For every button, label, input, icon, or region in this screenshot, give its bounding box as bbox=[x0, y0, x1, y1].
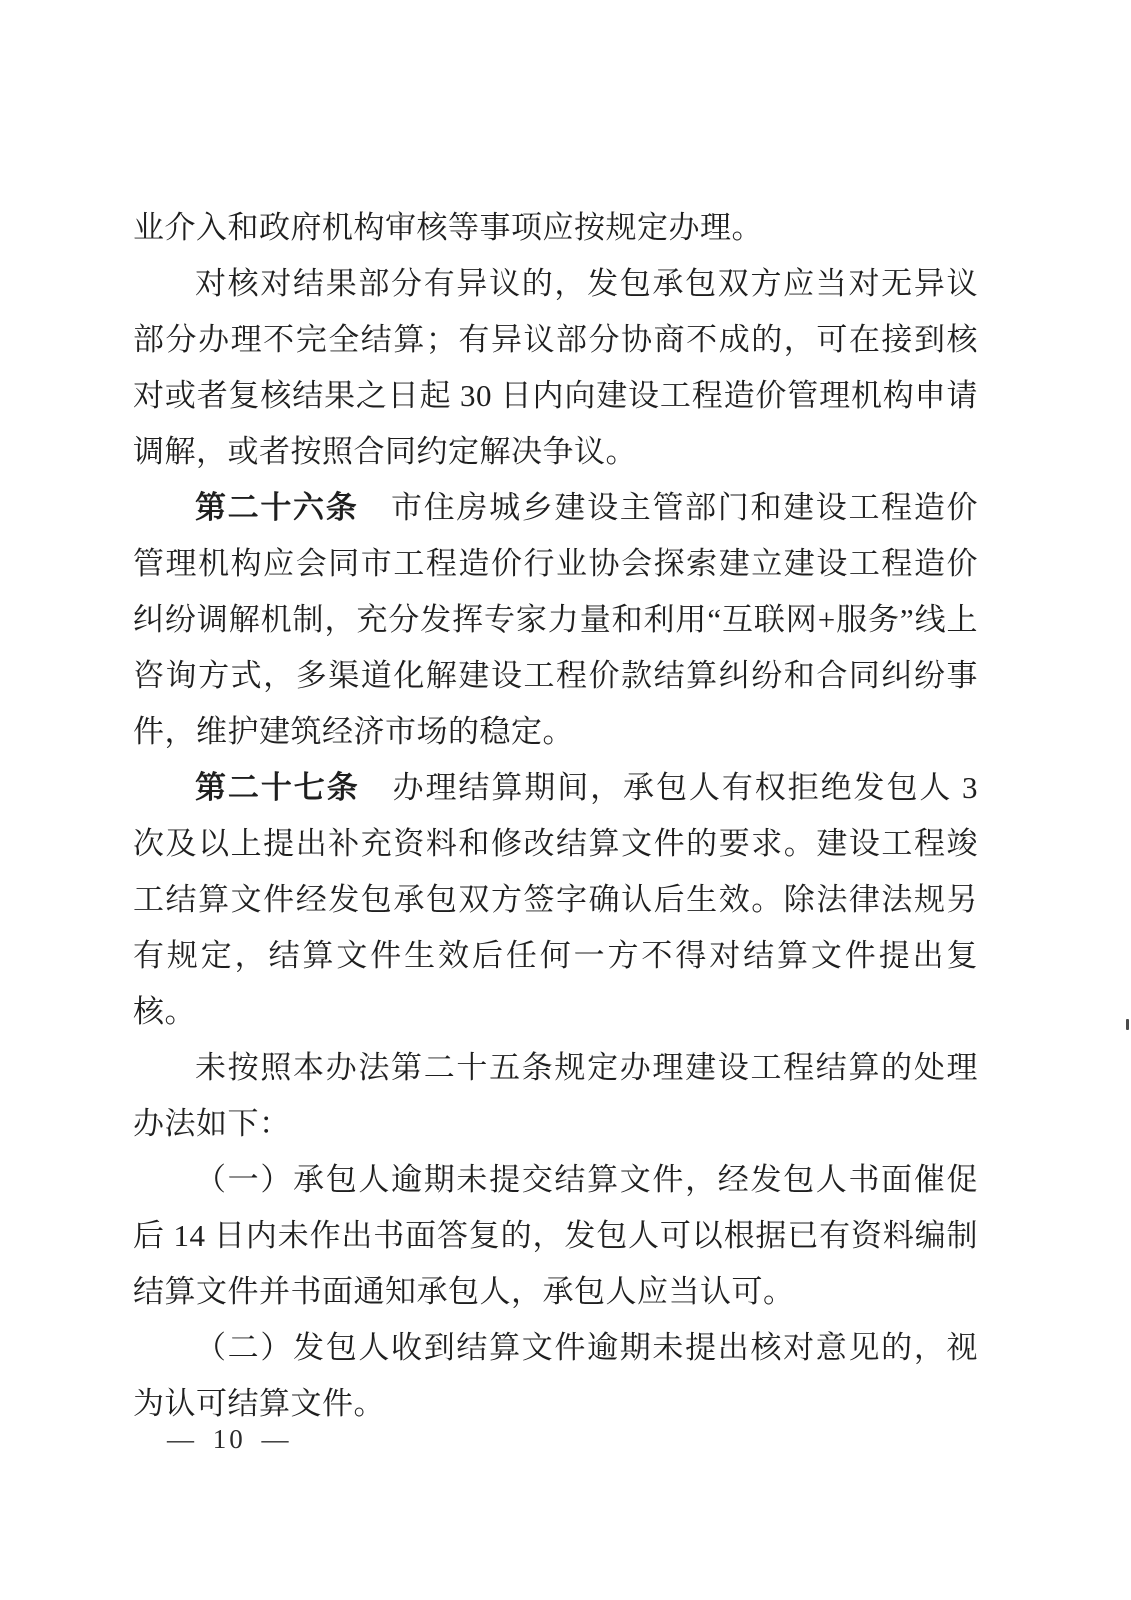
paragraph bbox=[133, 200, 978, 256]
scan-artifact-mark bbox=[1126, 1019, 1129, 1030]
paragraph bbox=[133, 1152, 978, 1320]
paragraph-text: （二）发包人收到结算文件逾期未提出核对意见的，视为认可结算文件。 bbox=[133, 1330, 978, 1421]
page-number: — 10 — bbox=[167, 1424, 292, 1454]
paragraph-text: 市住房城乡建设主管部门和建设工程造价管理机构应会同市工程造价行业协会探索建立建设工程造价纠纷调解机制，充分发挥专家力量和利用“互联网+服务”线上咨询方式，多渠道化解建设工程价款结算纠纷和合同纠纷事件，维护建筑经济市场的稳定。 bbox=[133, 490, 979, 749]
paragraph bbox=[133, 1040, 978, 1152]
paragraph bbox=[133, 760, 978, 1040]
paragraph-text: 对核对结果部分有异议的，发包承包双方应当对无异议部分办理不完全结算；有异议部分协商不成的，可在接到核对或者复核结果之日起 30 日内向建设工程造价管理机构申请调解，或者按照合同约定解决争议。 bbox=[133, 266, 978, 469]
paragraph bbox=[133, 256, 978, 480]
article-heading: 第二十七条 bbox=[195, 770, 360, 805]
article-heading: 第二十六条 bbox=[195, 490, 359, 525]
paragraph bbox=[133, 1320, 978, 1432]
document-body-text bbox=[133, 200, 978, 1432]
paragraph bbox=[133, 480, 978, 760]
paragraph-text: （一）承包人逾期未提交结算文件，经发包人书面催促后 14 日内未作出书面答复的，发包人可以根据已有资料编制结算文件并书面通知承包人，承包人应当认可。 bbox=[133, 1162, 978, 1309]
paragraph-text: 办理结算期间，承包人有权拒绝发包人 3 次及以上提出补充资料和修改结算文件的要求。建设工程竣工结算文件经发包承包双方签字确认后生效。除法律法规另有规定，结算文件生效后任何一方不得对结算文件提出复核。 bbox=[133, 770, 979, 1029]
paragraph-text: 业介入和政府机构审核等事项应按规定办理。 bbox=[133, 210, 763, 245]
paragraph-text: 未按照本办法第二十五条规定办理建设工程结算的处理办法如下： bbox=[133, 1050, 978, 1141]
